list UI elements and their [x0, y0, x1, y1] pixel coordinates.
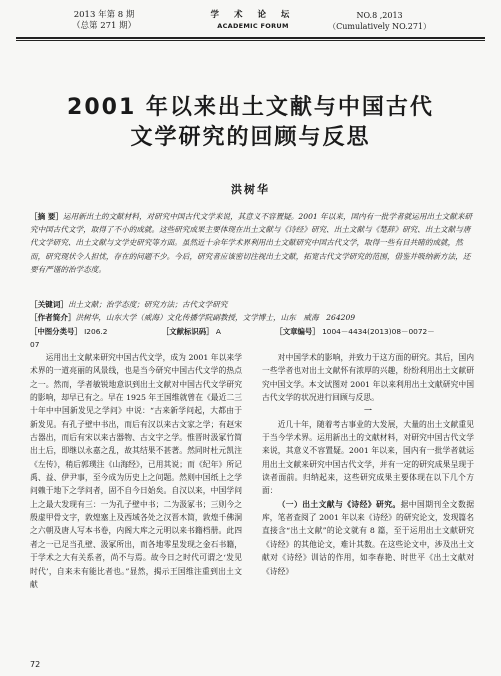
author-name: 洪树华 — [231, 183, 270, 196]
classification-line — [30, 325, 475, 351]
keywords-text: 出土文献；治学态度；研究方法；古代文学研究 — [67, 300, 228, 309]
body-paragraph: 运用出土文献来研究中国古代文学，成为 2001 年以来学术界的一道亮丽的风景线，也是当今研究中国古代文学的热点之一。然而，学者敏锐地意识到出土文献对中国古代文学研究的影响，却早已有之。早在 1925 年王国维就曾在《最近二三十年中中国新发见之学问》中说：“古来新学问起，大都由于新发见。有孔子壁中书出，而后有汉以来古文家之学；有赵宋古器出，而后有宋以来古器物、古文字之学。惟晋时汲冢竹简出土后，即继以永嘉之乱，故其结果不甚著。然同时杜元凯注《左传》，稍后郭璞注《山海经》，已用其说；而《纪年》所记禹、益、伊尹事，至今成为历史上之问题。然则中国纸上之学问赖于地下之学问者，固不自今日始矣。自汉以来，中国学问上之最大发现有三：一为孔子壁中书；二为汲冢书；三则今之殷虚甲骨文字，敦煌塞上及西域各处之汉晋木简，敦煌千佛洞之六朝及唐人写本书卷，内阁大库之元明以来书籍档册。此四者之一已足当孔壁、汲冢所出，而各地零星发现之金石书籍，于学术之大有关系者，尚不与焉。故今日之时代可谓之‘发见时代’，自来未有能比者也。”显然，揭示王国维注重到出土文献 — [30, 353, 242, 589]
abstract-text: 运用新出土的文献材料，对研究中国古代文学来说，其意义不容置疑。2001 年以来，国内有一批学者就运用出土文献来研究中国古代文学，取得了不小的成就。这些研究成果主要体现在出土文献与《诗经》研究、出土文献与《楚辞》研究、出土文献与唐代文学研究、出土文献与文学史研究等方面。虽然近十余年学术界利用出土文献研究中国古代文学，取得一些有目共睹的成就，然而，研究现状令人担忧，存在的问题不少。今后，研究者应该密切注视出土文献，拓宽古代文学研究的范围，借鉴并吸纳新方法，还要有严谨的治学态度。 — [30, 212, 473, 274]
cumulative-issue: （总第 271 期） — [72, 21, 137, 31]
header-rule-thin — [16, 40, 485, 41]
journal-name — [198, 10, 308, 32]
keywords-label: ［关键词］ — [30, 300, 68, 309]
body-column-left — [30, 351, 242, 591]
journal-name-en: ACADEMIC FORUM — [217, 22, 289, 30]
body-paragraph: 对中国学术的影响，并致力于这方面的研究。其后，国内一些学者也对出土文献怀有浓厚的兴趣，纷纷利用出土文献研究中国文学。本文试图对 2001 年以来利用出土文献研究中国古代文学的状况进行回顾与反思。 — [262, 353, 474, 403]
article-title — [0, 93, 501, 153]
title-line-1: 2001 年以来出土文献与中国古代 — [67, 95, 434, 120]
author-bio-label: ［作者简介］ — [30, 313, 76, 322]
class-label: ［中图分类号］ — [30, 327, 82, 336]
subsection-paragraph — [262, 498, 474, 578]
body-column-right — [262, 351, 474, 578]
body-paragraph: 近几十年，随着考古事业的大发展，大量的出土文献重见于当今学术界。运用新出土的文献材料，对研究中国古代文学来说，其意义不容置疑。2001 年以来，国内有一批学者就运用出土文献来研究中国古代文学，并有一定的研究成果呈现于读者面前。归纳起来，这些研究成果主要体现在以下几个方面： — [262, 419, 474, 496]
cumulative-issue-en: （Cumulatively NO.271） — [328, 22, 431, 31]
class-code — [30, 327, 133, 336]
article-label: ［文章编号］ — [275, 327, 320, 336]
doc-code — [162, 327, 247, 336]
doccode-value: A — [215, 327, 221, 336]
header-rule-thick — [16, 37, 485, 39]
journal-name-cn: 学 术 论 坛 — [210, 10, 296, 20]
subsection-text: 据中国期刊全文数据库，笔者查阅了 2001 年以来《诗经》的研究论文，发现篇名直接含“出土文献”的论文就有 8 篇，至于运用出土文献研究《诗经》的其他论文，难计其数。在这些论文中，涉及出土文献对《诗经》训诂的作用，如李春艳、时世平《出土文献对《诗经》 — [262, 499, 475, 576]
article-value: 1004－4434(2013)08－0072－07 — [30, 327, 435, 350]
subsection-title: （一）出土文献与《诗经》研究。 — [277, 499, 401, 509]
section-number: 一 — [364, 406, 372, 416]
issue-number-en: NO.8 ,2013 — [356, 11, 403, 20]
issue-info — [72, 10, 136, 32]
author-bio-text: 洪树华，山东大学（威海）文化传播学院副教授，文学博士，山东 威海 264209 — [75, 313, 356, 322]
issue-info-en — [328, 10, 431, 32]
title-line-2: 文学研究的回顾与反思 — [130, 125, 371, 150]
class-value: I206.2 — [84, 327, 108, 336]
doccode-label: ［文献标识码］ — [161, 327, 214, 336]
abstract-label: ［摘 要］ — [30, 212, 64, 221]
page-number: 72 — [30, 660, 41, 669]
author-bio — [30, 311, 475, 324]
keywords — [30, 298, 475, 311]
abstract — [30, 210, 475, 276]
issue-number: 2013 年第 8 期 — [73, 10, 135, 20]
